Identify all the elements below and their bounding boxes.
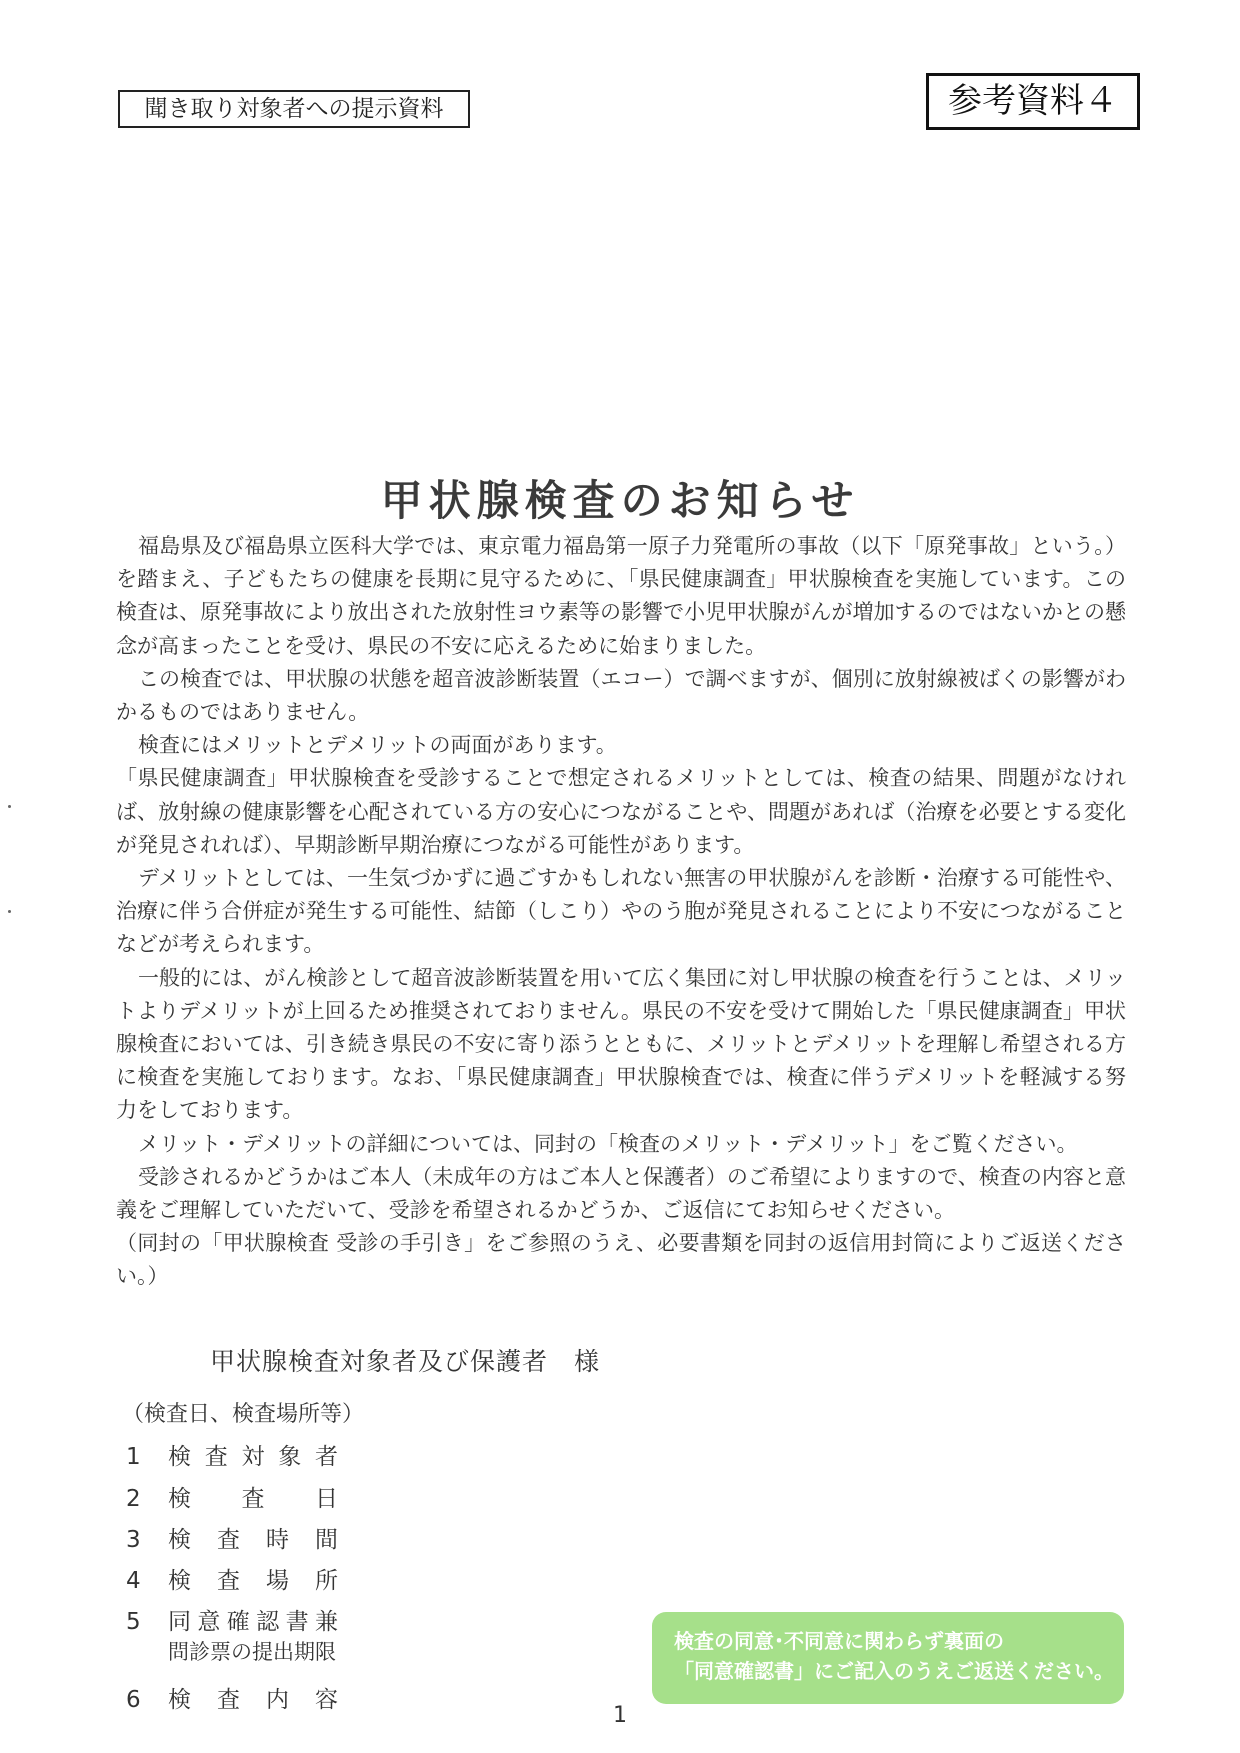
- schedule-item-place: [126, 1562, 338, 1595]
- paragraph-general-screening: 一般的には、がん検診として超音波診断装置を用いて広く集団に対し甲状腺の検査を行うことは、メリットよりデメリットが上回るため推奨されておりません。県民の不安を受けて開始した「県民健康調査」甲状腺検査においては、引き続き県民の不安に寄り添うとともに、メリットとデメリットを理解し希望される方に検査を実施しております。なお、「県民健康調査」甲状腺検査では、検査に伴うデメリットを軽減する努力をしております。: [116, 965, 1126, 1123]
- paragraph-consent: 受診されるかどうかはご本人（未成年の方はご本人と保護者）のご希望によりますので、検査の内容と意義をご理解していただいて、受診を希望されるかどうか、ご返信にてお知らせください。: [116, 1164, 1126, 1223]
- paragraph-pros-cons-intro: 検査にはメリットとデメリットの両面があります。: [138, 733, 617, 758]
- item-number: 4: [126, 1568, 141, 1594]
- schedule-item-time: [126, 1521, 338, 1554]
- item-number: 3: [126, 1527, 141, 1553]
- consent-return-notice: [652, 1612, 1124, 1704]
- schedule-item-target: [126, 1438, 338, 1471]
- addressee: 甲状腺検査対象者及び保護者 様: [210, 1347, 601, 1376]
- item-label: 検査時間: [168, 1527, 338, 1553]
- scan-speck: [8, 910, 11, 913]
- item-number: 2: [126, 1486, 141, 1512]
- page-title: 甲状腺検査のお知らせ: [380, 476, 860, 525]
- item-sublabel: 問診票の提出期限: [168, 1640, 336, 1664]
- notice-body: [116, 530, 1126, 1294]
- item-label: 検査場所: [168, 1568, 338, 1594]
- paragraph-method: この検査では、甲状腺の状態を超音波診断装置（エコー）で調べますが、個別に放射線被ばくの影響がわかるものではありません。: [116, 666, 1126, 725]
- schedule-item-deadline: [126, 1603, 338, 1666]
- item-number: 5: [126, 1609, 141, 1635]
- notice-line-2: 「同意確認書」にご記入のうえご返送ください。: [674, 1659, 1114, 1683]
- paragraph-demerits: デメリットとしては、一生気づかずに過ごすかもしれない無害の甲状腺がんを診断・治療する可能性や、治療に伴う合併症が発生する可能性、結節（しこり）やのう胞が発見されることにより不安につながることなどが考えられます。: [116, 866, 1126, 957]
- item-number: 1: [126, 1444, 141, 1470]
- item-label: 同意確認書兼: [168, 1609, 338, 1635]
- page-number: 1: [613, 1703, 627, 1728]
- schedule-item-date: [126, 1480, 338, 1513]
- item-label: 検査日: [168, 1486, 338, 1512]
- item-number: 6: [126, 1687, 141, 1713]
- item-label: 検査対象者: [168, 1444, 338, 1470]
- paragraph-background: 福島県及び福島県立医科大学では、東京電力福島第一原子力発電所の事故（以下「原発事故」という。）を踏まえ、子どもたちの健康を長期に見守るために、「県民健康調査」甲状腺検査を実施しています。この検査は、原発事故により放出された放射性ヨウ素等の影響で小児甲状腺がんが増加するのではないかとの懸念が高まったことを受け、県民の不安に応えるために始まりました。: [116, 534, 1126, 658]
- paragraph-return-instructions: （同封の「甲状腺検査 受診の手引き」をご参照のうえ、必要書類を同封の返信用封筒によりご返送ください。）: [116, 1231, 1126, 1289]
- notice-line-1: 検査の同意･不同意に関わらず裏面の: [674, 1629, 1004, 1653]
- paragraph-merits: 「県民健康調査」甲状腺検査を受診することで想定されるメリットとしては、検査の結果、問題がなければ、放射線の健康影響を心配されている方の安心につながることや、問題があれば（治療を必要とする変化が発見されれば）、早期診断早期治療につながる可能性があります。: [116, 766, 1126, 857]
- item-label: 検査内容: [168, 1687, 338, 1713]
- paragraph-details-reference: メリット・デメリットの詳細については、同封の「検査のメリット・デメリット」をご覧ください。: [138, 1131, 1078, 1156]
- schedule-heading: （検査日、検査場所等）: [122, 1402, 365, 1427]
- presentation-material-label: 聞き取り対象者への提示資料: [118, 90, 470, 128]
- reference-material-label: 参考資料４: [926, 73, 1140, 130]
- scan-speck: [8, 805, 11, 808]
